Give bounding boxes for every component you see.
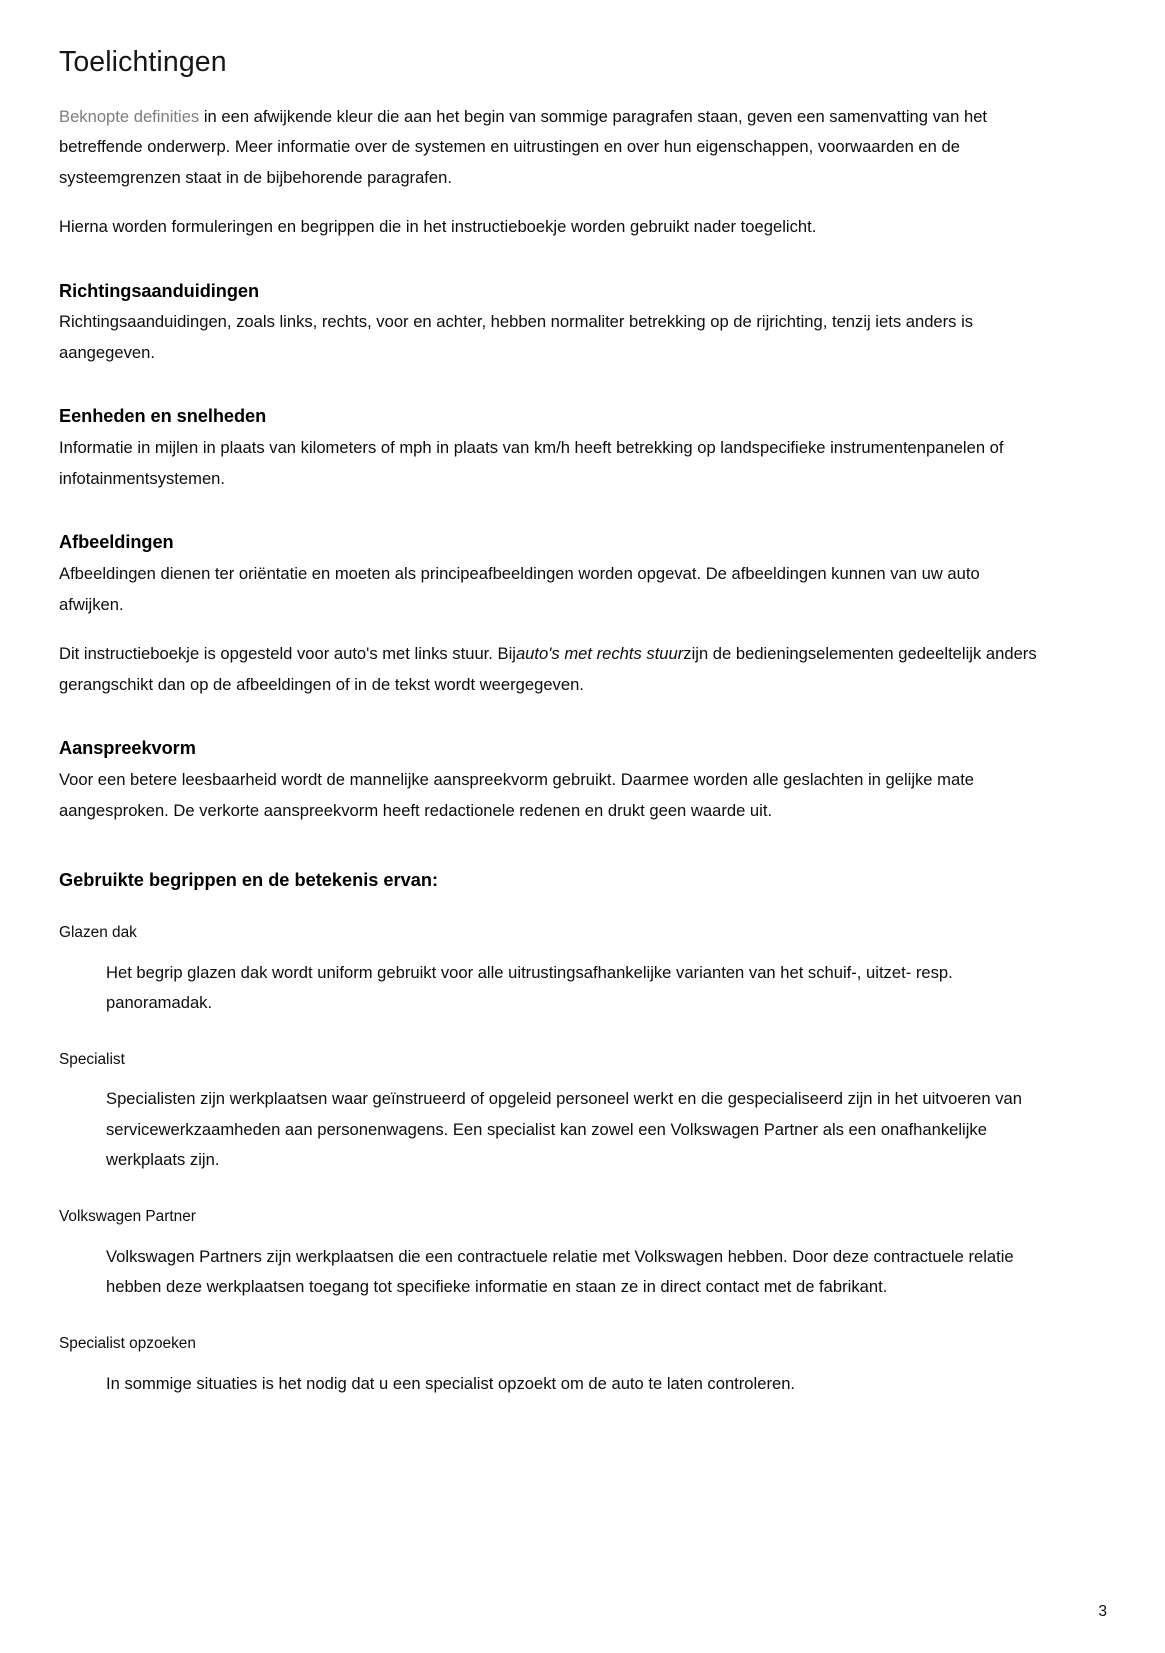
section-body-afbeeldingen: Afbeeldingen dienen ter oriëntatie en moeten als principeafbeeldingen worden opgevat. De afbeeldingen kunnen van uw auto afwijken. <box>59 564 980 614</box>
glossary-heading: Gebruikte begrippen en de betekenis ervan: <box>59 870 439 890</box>
intro-paragraph-1 <box>59 102 1041 194</box>
glossary-definition: Het begrip glazen dak wordt uniform gebruikt voor alle uitrustingsafhankelijke varianten van het schuif-, uitzet- resp. panoramadak. <box>106 962 953 1013</box>
section-afbeeldingen <box>59 532 1041 700</box>
section-heading-eenheden-en-snelheden: Eenheden en snelheden <box>59 406 267 427</box>
glossary-definition: In sommige situaties is het nodig dat u een specialist opzoekt om de auto te laten controleren. <box>106 1373 796 1393</box>
afbeeldingen-text-part-2: zijn de bedieningselementen gedeeltelijk anders gerangschikt dan op de afbeeldingen of in de tekst wordt weergegeven. <box>59 644 1037 694</box>
page-number: 3 <box>1098 1602 1107 1620</box>
glossary-term: Specialist <box>59 1050 125 1068</box>
section-aanspreekvorm <box>59 738 1041 826</box>
page-content <box>59 46 1041 1399</box>
section-body-eenheden-en-snelheden: Informatie in mijlen in plaats van kilometers of mph in plaats van km/h heeft betrekking op landspecifieke instrumentenpanelen of infotainmentsystemen. <box>59 438 1004 488</box>
intro-paragraph-2: Hierna worden formuleringen en begrippen die in het instructieboekje worden gebruikt nader toegelicht. <box>59 217 817 237</box>
glossary-definition: Specialisten zijn werkplaatsen waar geïnstrueerd of opgeleid personeel werkt en die gespecialiseerd zijn in het uitvoeren van servicewerkzaamheden aan personenwagens. Een specialist kan zowel een Volkswagen Partner als een onafhankelijke werkplaats zijn. <box>106 1089 1022 1170</box>
intro-lead-term: Beknopte definities <box>59 106 200 126</box>
glossary-entry-glazen-dak <box>59 923 1041 1019</box>
section-heading-richtingsaanduidingen: Richtingsaanduidingen <box>59 280 260 301</box>
glossary-entry-volkswagen-partner <box>59 1207 1041 1303</box>
afbeeldingen-text-part-1: Dit instructieboekje is opgesteld voor auto's met links stuur. Bij <box>59 644 516 664</box>
intro-paragraph-1-rest: in een afwijkende kleur die aan het begin van sommige paragrafen staan, geven een samenvatting van het betreffende onderwerp. Meer informatie over de systemen en uitrustingen en over hun eigenschappen, voorwaarden en de systeemgrenzen staat in de bijbehorende paragrafen. <box>59 106 988 187</box>
glossary-entry-specialist <box>59 1050 1041 1176</box>
section-body-afbeeldingen-2 <box>59 639 1041 700</box>
glossary-term: Volkswagen Partner <box>59 1207 196 1225</box>
section-heading-aanspreekvorm: Aanspreekvorm <box>59 738 196 759</box>
afbeeldingen-italic-phrase: auto's met rechts stuur <box>515 644 684 664</box>
page-title: Toelichtingen <box>59 46 227 78</box>
section-heading-afbeeldingen: Afbeeldingen <box>59 532 174 553</box>
section-body-aanspreekvorm: Voor een betere leesbaarheid wordt de mannelijke aanspreekvorm gebruikt. Daarmee worden alle geslachten in gelijke mate aangesproken. De verkorte aanspreekvorm heeft redactionele redenen en drukt geen waarde uit. <box>59 770 975 820</box>
section-eenheden-en-snelheden <box>59 406 1041 494</box>
section-body-richtingsaanduidingen: Richtingsaanduidingen, zoals links, rechts, voor en achter, hebben normaliter betrekking op de rijrichting, tenzij iets anders is aangegeven. <box>59 312 974 362</box>
glossary-term: Specialist opzoeken <box>59 1334 196 1352</box>
glossary-entry-specialist-opzoeken <box>59 1334 1041 1399</box>
glossary-term: Glazen dak <box>59 923 137 941</box>
section-richtingsaanduidingen <box>59 281 1041 369</box>
glossary-definition: Volkswagen Partners zijn werkplaatsen die een contractuele relatie met Volkswagen hebben. Door deze contractuele relatie hebben deze werkplaatsen toegang tot specifieke informatie en staan ze in direct contact met de fabrikant. <box>106 1246 1014 1297</box>
